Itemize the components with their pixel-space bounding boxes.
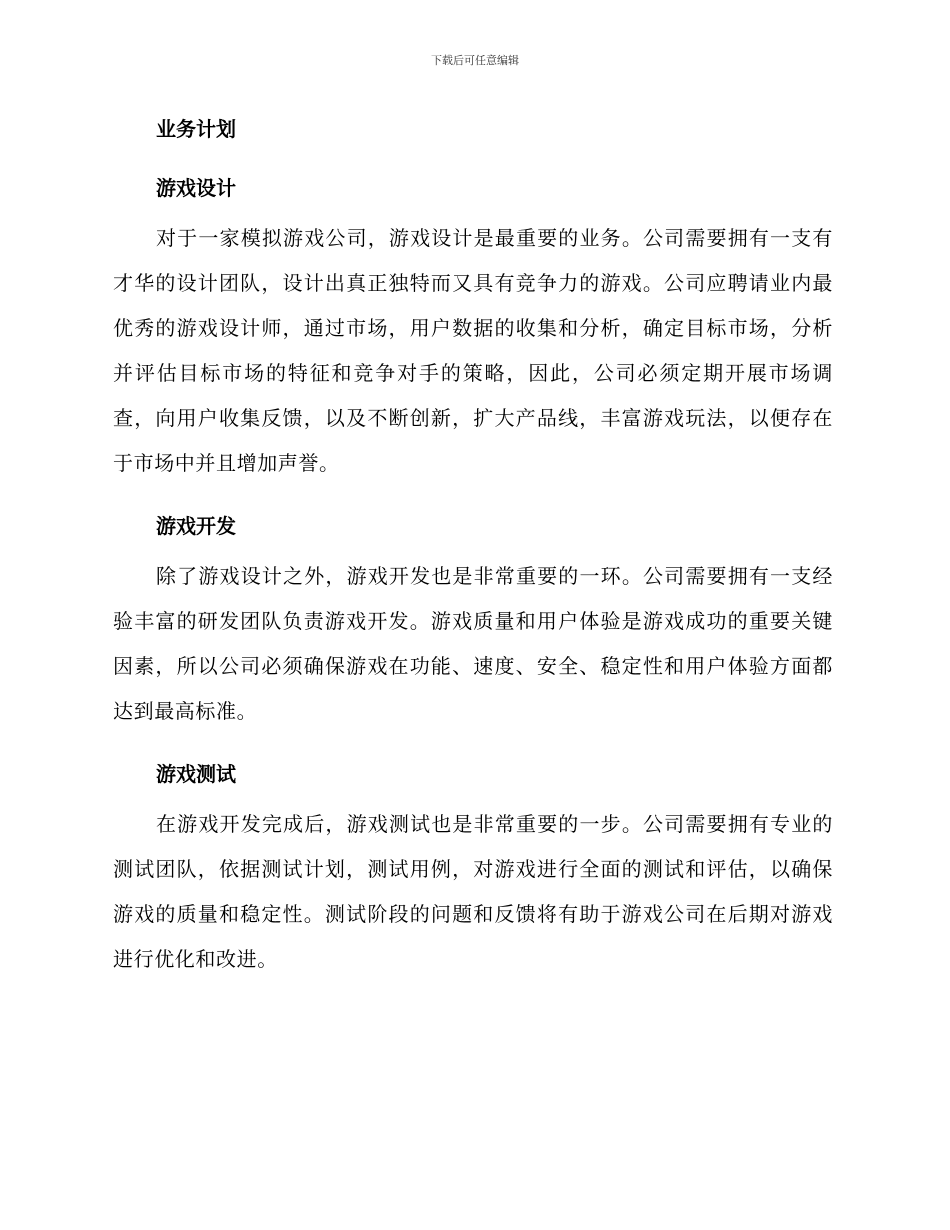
section-heading-game-testing: 游戏测试 <box>156 762 236 786</box>
page-header: 下载后可任意编辑 <box>431 54 519 67</box>
document-body <box>113 112 833 1005</box>
section-heading-game-design: 游戏设计 <box>156 176 236 200</box>
section-heading-game-development: 游戏开发 <box>156 514 236 538</box>
section-paragraph-game-testing: 在游戏开发完成后，游戏测试也是非常重要的一步。公司需要拥有专业的测试团队，依据测试计划，测试用例，对游戏进行全面的测试和评估，以确保游戏的质量和稳定性。测试阶段的问题和反馈将有助于游戏公司在后期对游戏进行优化和改进。 <box>113 812 833 971</box>
section-paragraph-game-design: 对于一家模拟游戏公司，游戏设计是最重要的业务。公司需要拥有一支有才华的设计团队，设计出真正独特而又具有竞争力的游戏。公司应聘请业内最优秀的游戏设计师，通过市场，用户数据的收集和分析，确定目标市场，分析并评估目标市场的特征和竞争对手的策略，因此，公司必须定期开展市场调查，向用户收集反馈，以及不断创新，扩大产品线，丰富游戏玩法，以便存在于市场中并且增加声誉。 <box>113 226 833 475</box>
document-title: 业务计划 <box>156 117 236 141</box>
section-paragraph-game-development: 除了游戏设计之外，游戏开发也是非常重要的一环。公司需要拥有一支经验丰富的研发团队负责游戏开发。游戏质量和用户体验是游戏成功的重要关键因素，所以公司必须确保游戏在功能、速度、安全、稳定性和用户体验方面都达到最高标准。 <box>113 564 833 723</box>
